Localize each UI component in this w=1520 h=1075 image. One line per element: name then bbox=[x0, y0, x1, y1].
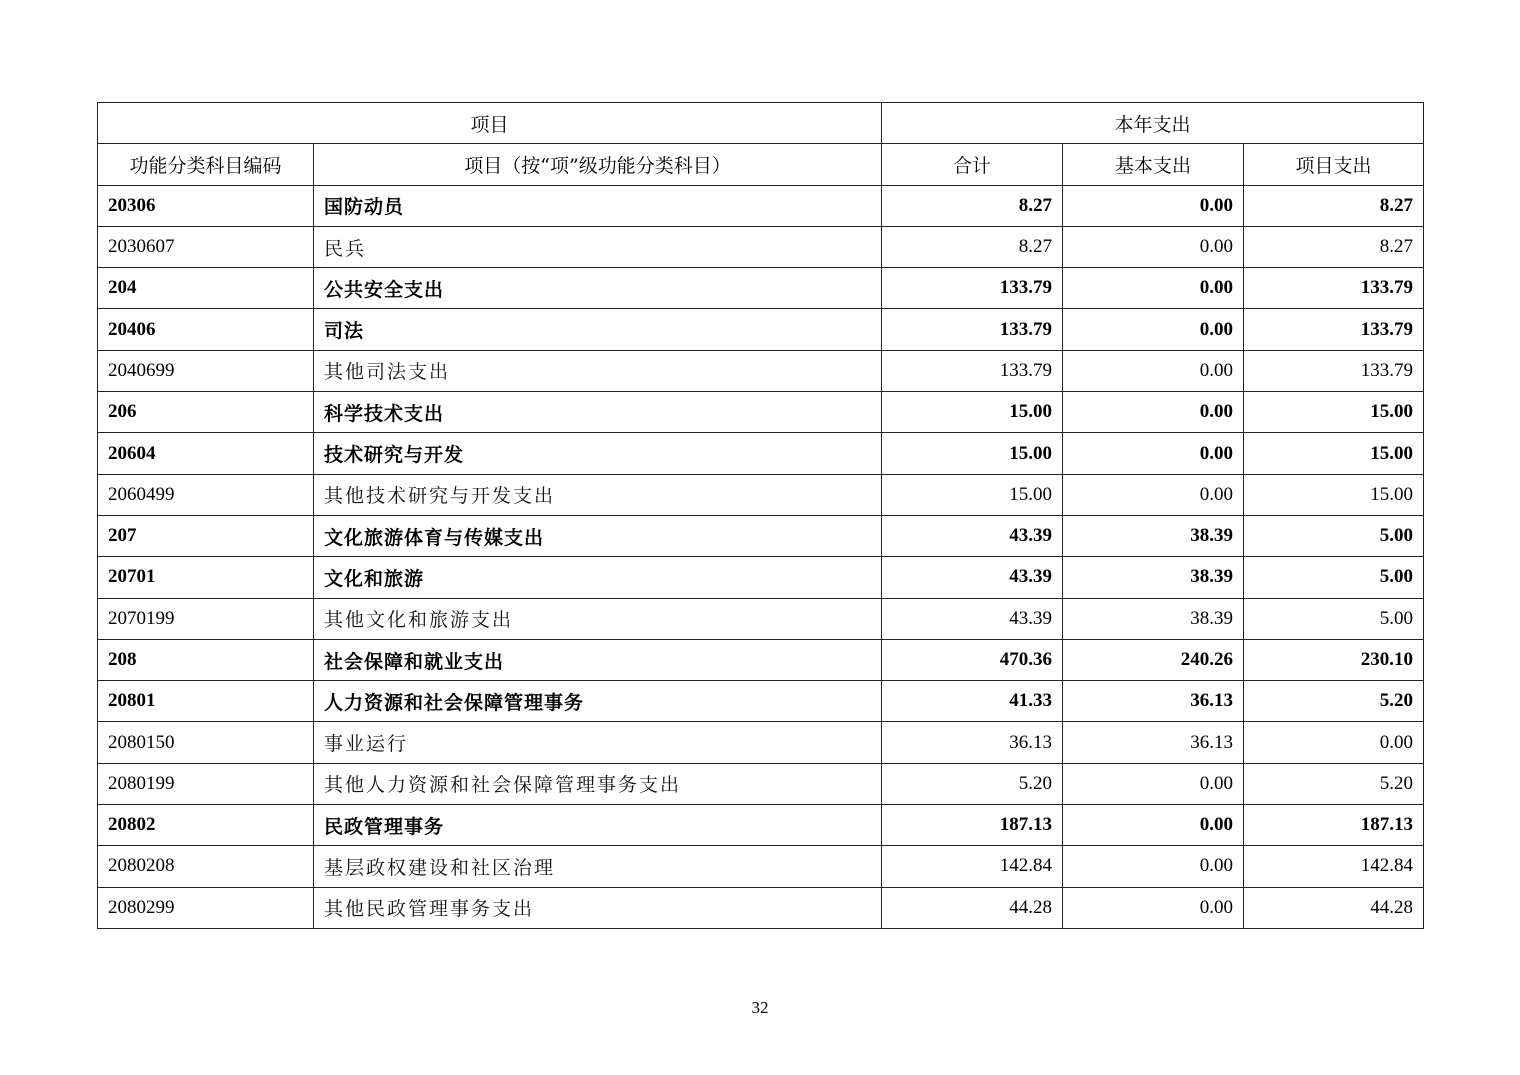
row-name: 民兵 bbox=[314, 226, 882, 267]
row-name: 文化旅游体育与传媒支出 bbox=[314, 515, 882, 556]
row-basic: 0.00 bbox=[1063, 433, 1244, 474]
row-total: 5.20 bbox=[882, 763, 1063, 804]
row-code: 20701 bbox=[98, 557, 314, 598]
row-basic: 0.00 bbox=[1063, 846, 1244, 887]
row-total: 43.39 bbox=[882, 598, 1063, 639]
row-name: 科学技术支出 bbox=[314, 392, 882, 433]
table-row bbox=[98, 350, 1424, 391]
row-total: 36.13 bbox=[882, 722, 1063, 763]
row-name: 基层政权建设和社区治理 bbox=[314, 846, 882, 887]
table-row bbox=[98, 515, 1424, 556]
row-total: 133.79 bbox=[882, 268, 1063, 309]
row-code: 206 bbox=[98, 392, 314, 433]
table-row bbox=[98, 433, 1424, 474]
header-name: 项目（按“项”级功能分类科目） bbox=[314, 144, 882, 185]
row-project: 133.79 bbox=[1244, 350, 1424, 391]
table-row bbox=[98, 226, 1424, 267]
row-total: 8.27 bbox=[882, 185, 1063, 226]
header-expense-group: 本年支出 bbox=[882, 103, 1424, 144]
row-basic: 0.00 bbox=[1063, 350, 1244, 391]
row-code: 2080299 bbox=[98, 887, 314, 928]
row-total: 133.79 bbox=[882, 350, 1063, 391]
row-basic: 0.00 bbox=[1063, 392, 1244, 433]
table-row bbox=[98, 681, 1424, 722]
table-row bbox=[98, 805, 1424, 846]
row-code: 2080199 bbox=[98, 763, 314, 804]
row-total: 8.27 bbox=[882, 226, 1063, 267]
row-project: 5.20 bbox=[1244, 763, 1424, 804]
header-project: 项目支出 bbox=[1244, 144, 1424, 185]
row-code: 20802 bbox=[98, 805, 314, 846]
row-basic: 38.39 bbox=[1063, 557, 1244, 598]
header-item-group: 项目 bbox=[98, 103, 882, 144]
row-name: 其他人力资源和社会保障管理事务支出 bbox=[314, 763, 882, 804]
row-total: 41.33 bbox=[882, 681, 1063, 722]
row-project: 15.00 bbox=[1244, 474, 1424, 515]
row-code: 208 bbox=[98, 639, 314, 680]
table-row bbox=[98, 268, 1424, 309]
row-name: 民政管理事务 bbox=[314, 805, 882, 846]
table-row bbox=[98, 392, 1424, 433]
row-code: 2060499 bbox=[98, 474, 314, 515]
row-basic: 38.39 bbox=[1063, 598, 1244, 639]
row-project: 142.84 bbox=[1244, 846, 1424, 887]
row-name: 其他司法支出 bbox=[314, 350, 882, 391]
row-project: 5.00 bbox=[1244, 557, 1424, 598]
row-basic: 0.00 bbox=[1063, 226, 1244, 267]
expenditure-table bbox=[97, 102, 1424, 929]
row-project: 187.13 bbox=[1244, 805, 1424, 846]
table-row bbox=[98, 557, 1424, 598]
header-total: 合计 bbox=[882, 144, 1063, 185]
row-basic: 38.39 bbox=[1063, 515, 1244, 556]
row-name: 文化和旅游 bbox=[314, 557, 882, 598]
header-code: 功能分类科目编码 bbox=[98, 144, 314, 185]
row-name: 其他文化和旅游支出 bbox=[314, 598, 882, 639]
row-name: 技术研究与开发 bbox=[314, 433, 882, 474]
row-basic: 0.00 bbox=[1063, 474, 1244, 515]
row-total: 187.13 bbox=[882, 805, 1063, 846]
row-basic: 240.26 bbox=[1063, 639, 1244, 680]
row-project: 15.00 bbox=[1244, 392, 1424, 433]
row-name: 其他民政管理事务支出 bbox=[314, 887, 882, 928]
table-row bbox=[98, 763, 1424, 804]
row-code: 20306 bbox=[98, 185, 314, 226]
table-row bbox=[98, 887, 1424, 928]
row-basic: 0.00 bbox=[1063, 309, 1244, 350]
row-project: 8.27 bbox=[1244, 185, 1424, 226]
table-row bbox=[98, 846, 1424, 887]
row-name: 其他技术研究与开发支出 bbox=[314, 474, 882, 515]
row-project: 8.27 bbox=[1244, 226, 1424, 267]
row-total: 15.00 bbox=[882, 433, 1063, 474]
row-basic: 0.00 bbox=[1063, 887, 1244, 928]
row-total: 470.36 bbox=[882, 639, 1063, 680]
row-code: 2030607 bbox=[98, 226, 314, 267]
header-column-row bbox=[98, 144, 1424, 185]
row-code: 2070199 bbox=[98, 598, 314, 639]
row-basic: 0.00 bbox=[1063, 763, 1244, 804]
row-project: 5.20 bbox=[1244, 681, 1424, 722]
table-row bbox=[98, 639, 1424, 680]
row-code: 20801 bbox=[98, 681, 314, 722]
table-row bbox=[98, 722, 1424, 763]
row-basic: 0.00 bbox=[1063, 185, 1244, 226]
row-code: 2080208 bbox=[98, 846, 314, 887]
row-total: 15.00 bbox=[882, 474, 1063, 515]
row-code: 204 bbox=[98, 268, 314, 309]
row-total: 44.28 bbox=[882, 887, 1063, 928]
row-total: 43.39 bbox=[882, 557, 1063, 598]
row-project: 133.79 bbox=[1244, 268, 1424, 309]
row-name: 人力资源和社会保障管理事务 bbox=[314, 681, 882, 722]
row-project: 44.28 bbox=[1244, 887, 1424, 928]
row-total: 15.00 bbox=[882, 392, 1063, 433]
row-project: 5.00 bbox=[1244, 598, 1424, 639]
row-name: 国防动员 bbox=[314, 185, 882, 226]
table-row bbox=[98, 598, 1424, 639]
row-project: 133.79 bbox=[1244, 309, 1424, 350]
row-basic: 36.13 bbox=[1063, 722, 1244, 763]
header-group-row bbox=[98, 103, 1424, 144]
row-name: 事业运行 bbox=[314, 722, 882, 763]
table-row bbox=[98, 185, 1424, 226]
row-name: 司法 bbox=[314, 309, 882, 350]
row-total: 43.39 bbox=[882, 515, 1063, 556]
table-row bbox=[98, 474, 1424, 515]
row-name: 社会保障和就业支出 bbox=[314, 639, 882, 680]
row-total: 133.79 bbox=[882, 309, 1063, 350]
row-project: 15.00 bbox=[1244, 433, 1424, 474]
row-code: 20604 bbox=[98, 433, 314, 474]
row-code: 20406 bbox=[98, 309, 314, 350]
table-row bbox=[98, 309, 1424, 350]
header-basic: 基本支出 bbox=[1063, 144, 1244, 185]
row-total: 142.84 bbox=[882, 846, 1063, 887]
row-basic: 0.00 bbox=[1063, 805, 1244, 846]
row-project: 0.00 bbox=[1244, 722, 1424, 763]
row-project: 230.10 bbox=[1244, 639, 1424, 680]
row-basic: 0.00 bbox=[1063, 268, 1244, 309]
row-basic: 36.13 bbox=[1063, 681, 1244, 722]
row-project: 5.00 bbox=[1244, 515, 1424, 556]
row-name: 公共安全支出 bbox=[314, 268, 882, 309]
row-code: 2080150 bbox=[98, 722, 314, 763]
row-code: 2040699 bbox=[98, 350, 314, 391]
page-number: 32 bbox=[751, 998, 769, 1017]
row-code: 207 bbox=[98, 515, 314, 556]
